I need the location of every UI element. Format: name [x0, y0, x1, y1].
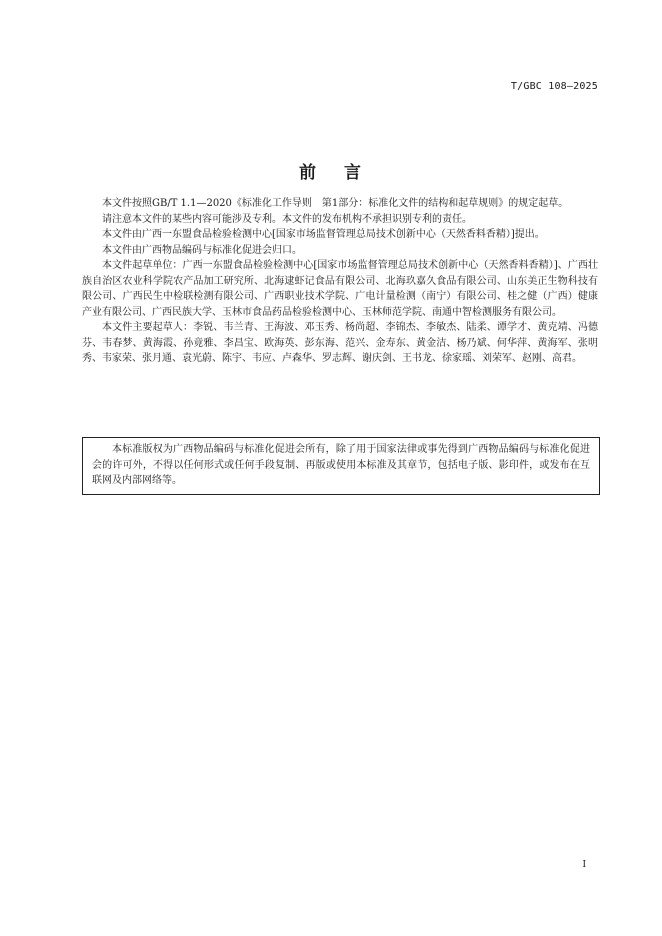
page-number: I [582, 860, 586, 870]
paragraph-patent-notice: 请注意本文件的某些内容可能涉及专利。本文件的发布机构不承担识别专利的责任。 [102, 213, 472, 225]
paragraph-drafting-rules: 本文件按照GB/T 1.1—2020《标准化工作导则 第1部分：标准化文件的结构和起草规则》的规定起草。 [102, 198, 569, 209]
paragraph-centralized-by: 本文件由广西物品编码与标准化促进会归口。 [102, 244, 302, 256]
paragraph-main-drafters: 本文件主要起草人：李锐、韦兰青、王海波、邓玉秀、杨尚超、李锦杰、李敏杰、陆柔、谭学才、黄克靖、冯德芬、韦春梦、黄海霞、孙竟雅、李昌宝、欧海英、彭东海、范兴、金寿东、黄金洁、杨乃斌、何华萍、黄海军、张明秀、韦家荣、张月通、袁光蔚、陈宇、韦应、卢森华、罗志辉、谢庆剑、王书龙、徐家瑶、刘荣军、赵刚、高君。 [82, 322, 598, 364]
foreword-body [82, 196, 598, 367]
paragraph-proposer: 本文件由广西一东盟食品检验检测中心[国家市场监督管理总局技术创新中心（天然香料香精）]提出。 [102, 229, 545, 240]
copyright-notice-text: 本标准版权为广西物品编码与标准化促进会所有，除了用于国家法律或事先得到广西物品编码与标准化促进会的许可外，不得以任何形式或任何手段复制、再版或使用本标准及其章节，包括电子版、影印件，或发布在互联网及内部网络等。 [92, 444, 590, 486]
copyright-notice-box [82, 437, 600, 495]
paragraph-drafting-units: 本文件起草单位：广西一东盟食品检验检测中心[国家市场监督管理总局技术创新中心（天然香料香精）]、广西壮族自治区农业科学院农产品加工研究所、北海逮虾记食品有限公司、北海玖嘉久食品有限公司、山东美正生物科技有限公司、广西民生中检联检测有限公司、广西职业技术学院、广电计量检测（南宁）有限公司、桂之健（广西）健康产业有限公司、广西民族大学、玉林市食品药品检验检测中心、玉林师范学院、南通中智检测服务有限公司。 [82, 260, 598, 318]
page-title [0, 158, 662, 183]
document-code: T/GBC 108—2025 [510, 81, 598, 92]
title-char-1: 前 [299, 163, 318, 183]
title-char-2: 言 [344, 163, 363, 183]
